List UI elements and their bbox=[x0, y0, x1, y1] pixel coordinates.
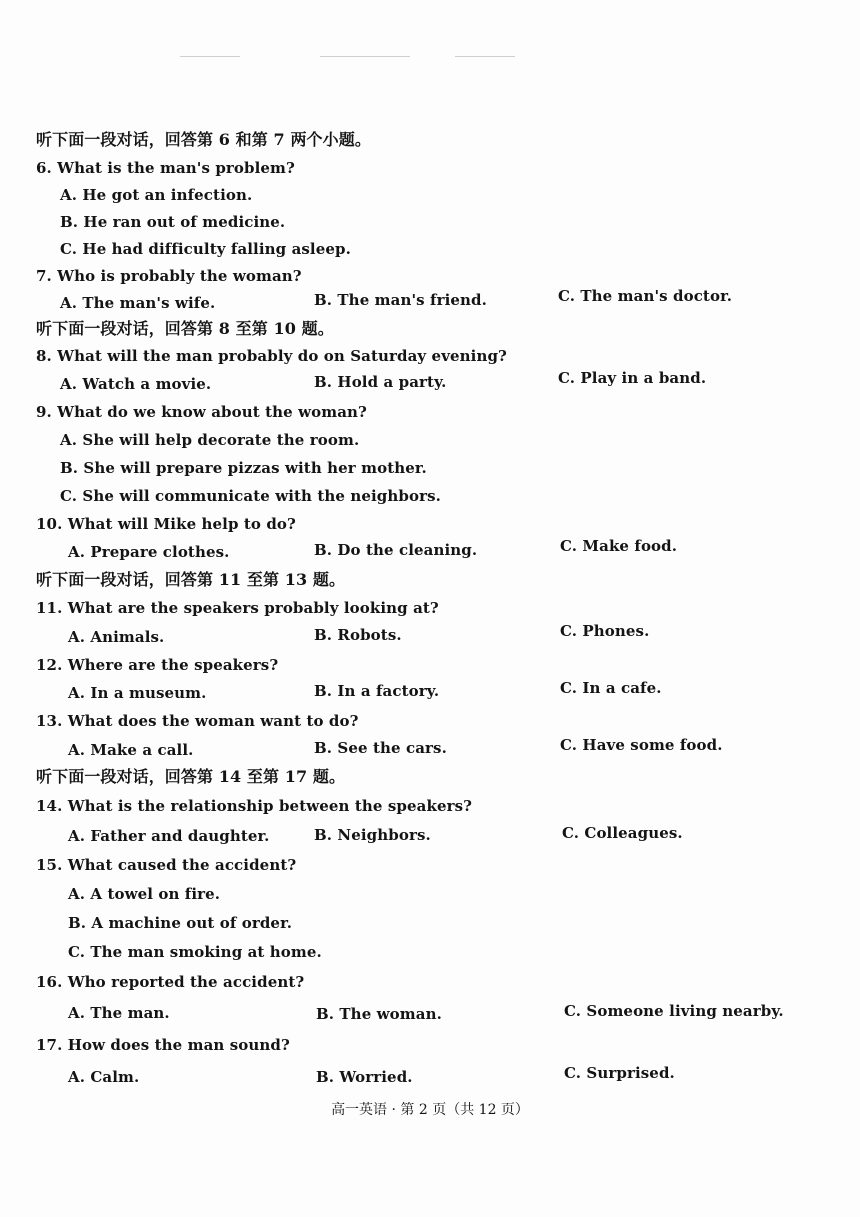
option-c: C. Surprised. bbox=[564, 1064, 675, 1082]
option-c: C. He had difficulty falling asleep. bbox=[60, 240, 351, 258]
option-a: A. The man's wife. bbox=[60, 294, 216, 312]
option-c: C. Play in a band. bbox=[558, 369, 707, 387]
option-c: C. Have some food. bbox=[560, 736, 723, 754]
option-c: C. Make food. bbox=[560, 537, 678, 555]
option-a: A. Animals. bbox=[68, 628, 165, 646]
option-a: A. A towel on fire. bbox=[68, 885, 221, 903]
option-a: A. In a museum. bbox=[68, 684, 207, 702]
option-c: C. Phones. bbox=[560, 622, 650, 640]
question-stem: 13. What does the woman want to do? bbox=[36, 712, 359, 730]
question-stem: 15. What caused the accident? bbox=[36, 856, 297, 874]
question-stem: 11. What are the speakers probably looking at? bbox=[36, 599, 439, 617]
section-heading: 听下面一段对话，回答第 11 至第 13 题。 bbox=[36, 570, 346, 589]
question-stem: 10. What will Mike help to do? bbox=[36, 515, 296, 533]
option-b: B. Hold a party. bbox=[314, 373, 447, 391]
option-b: B. The woman. bbox=[316, 1005, 442, 1023]
option-b: B. Neighbors. bbox=[314, 826, 431, 844]
question-stem: 8. What will the man probably do on Saturday evening? bbox=[36, 347, 507, 365]
question-stem: 17. How does the man sound? bbox=[36, 1036, 290, 1054]
option-b: B. The man's friend. bbox=[314, 291, 487, 309]
scan-mark bbox=[455, 56, 515, 57]
page-footer: 高一英语 · 第 2 页（共 12 页） bbox=[331, 1102, 529, 1118]
option-a: A. The man. bbox=[68, 1004, 170, 1022]
option-c: C. The man smoking at home. bbox=[68, 943, 322, 961]
section-heading: 听下面一段对话，回答第 14 至第 17 题。 bbox=[36, 767, 346, 786]
question-stem: 7. Who is probably the woman? bbox=[36, 267, 302, 285]
option-c: C. She will communicate with the neighbors. bbox=[60, 487, 441, 505]
question-stem: 12. Where are the speakers? bbox=[36, 656, 279, 674]
option-b: B. She will prepare pizzas with her mother. bbox=[60, 459, 427, 477]
option-a: A. Father and daughter. bbox=[68, 827, 270, 845]
scan-mark bbox=[180, 56, 240, 57]
option-a: A. She will help decorate the room. bbox=[60, 431, 360, 449]
section-heading: 听下面一段对话，回答第 8 至第 10 题。 bbox=[36, 319, 334, 338]
option-b: B. Worried. bbox=[316, 1068, 413, 1086]
option-c: C. In a cafe. bbox=[560, 679, 662, 697]
option-a: A. Prepare clothes. bbox=[68, 543, 230, 561]
option-a: A. He got an infection. bbox=[60, 186, 253, 204]
option-b: B. Robots. bbox=[314, 626, 402, 644]
scan-mark bbox=[320, 56, 410, 57]
option-c: C. Someone living nearby. bbox=[564, 1002, 784, 1020]
option-b: B. He ran out of medicine. bbox=[60, 213, 286, 231]
section-heading: 听下面一段对话，回答第 6 和第 7 两个小题。 bbox=[36, 130, 371, 149]
option-a: A. Watch a movie. bbox=[60, 375, 212, 393]
option-b: B. See the cars. bbox=[314, 739, 447, 757]
option-a: A. Make a call. bbox=[68, 741, 194, 759]
option-b: B. Do the cleaning. bbox=[314, 541, 478, 559]
question-stem: 16. Who reported the accident? bbox=[36, 973, 305, 991]
option-c: C. The man's doctor. bbox=[558, 287, 733, 305]
question-stem: 9. What do we know about the woman? bbox=[36, 403, 367, 421]
question-stem: 6. What is the man's problem? bbox=[36, 159, 295, 177]
option-b: B. A machine out of order. bbox=[68, 914, 293, 932]
question-stem: 14. What is the relationship between the speakers? bbox=[36, 797, 473, 815]
option-b: B. In a factory. bbox=[314, 682, 440, 700]
option-a: A. Calm. bbox=[68, 1068, 140, 1086]
option-c: C. Colleagues. bbox=[562, 824, 683, 842]
